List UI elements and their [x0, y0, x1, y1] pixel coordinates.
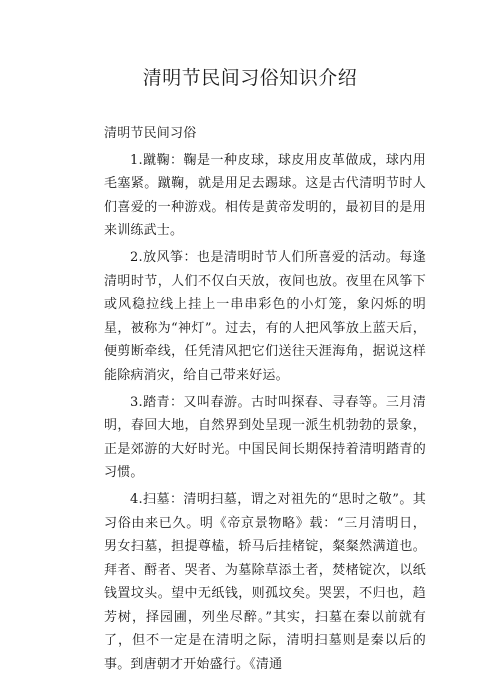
document-title: 清明节民间习俗知识介绍	[142, 67, 358, 89]
paragraph-kite: 2.放风筝：也是清明时节人们所喜爱的活动。每逢清明时节，人们不仅白天放，夜间也放。夜里在风筝下或风稳拉线上挂上一串串彩色的小灯笼，象闪烁的明星，被称为“神灯”。过去，有的人把风筝放上蓝天后，便剪断牵线，任凭清风把它们送往天涯海角，据说这样能除病消灾，给自己带来好运。	[104, 249, 426, 383]
paragraph-saomu: 4.扫墓：清明扫墓，谓之对祖先的“思时之敬”。其习俗由来已久。明《帝京景物略》载：“三月清明日，男女扫墓，担提尊榼，轿马后挂楮锭，粲粲然满道也。拜者、酹者、哭者、为墓除草添土者，焚楮锭次，以纸钱置坟头。望中无纸钱，则孤坟矣。哭罢，不归也，趋芳树，择园圃，列坐尽醉。”其实，扫墓在秦以前就有了，但不一定是在清明之际，清明扫墓则是秦以后的事。到唐朝才开始盛行。《清通	[104, 491, 426, 673]
paragraph-cuju: 1.蹴鞠：鞠是一种皮球，球皮用皮革做成，球内用毛塞紧。蹴鞠，就是用足去踢球。这是古代清明节时人们喜爱的一种游戏。相传是黄帝发明的，最初目的是用来训练武士。	[104, 152, 426, 239]
paragraph-taqing: 3.踏青：又叫春游。古时叫探春、寻春等。三月清明，春回大地，自然界到处呈现一派生机勃勃的景象，正是郊游的大好时光。中国民间长期保持着清明踏青的习惯。	[104, 394, 426, 481]
section-heading: 清明节民间习俗	[104, 126, 197, 141]
document-body	[104, 122, 426, 680]
